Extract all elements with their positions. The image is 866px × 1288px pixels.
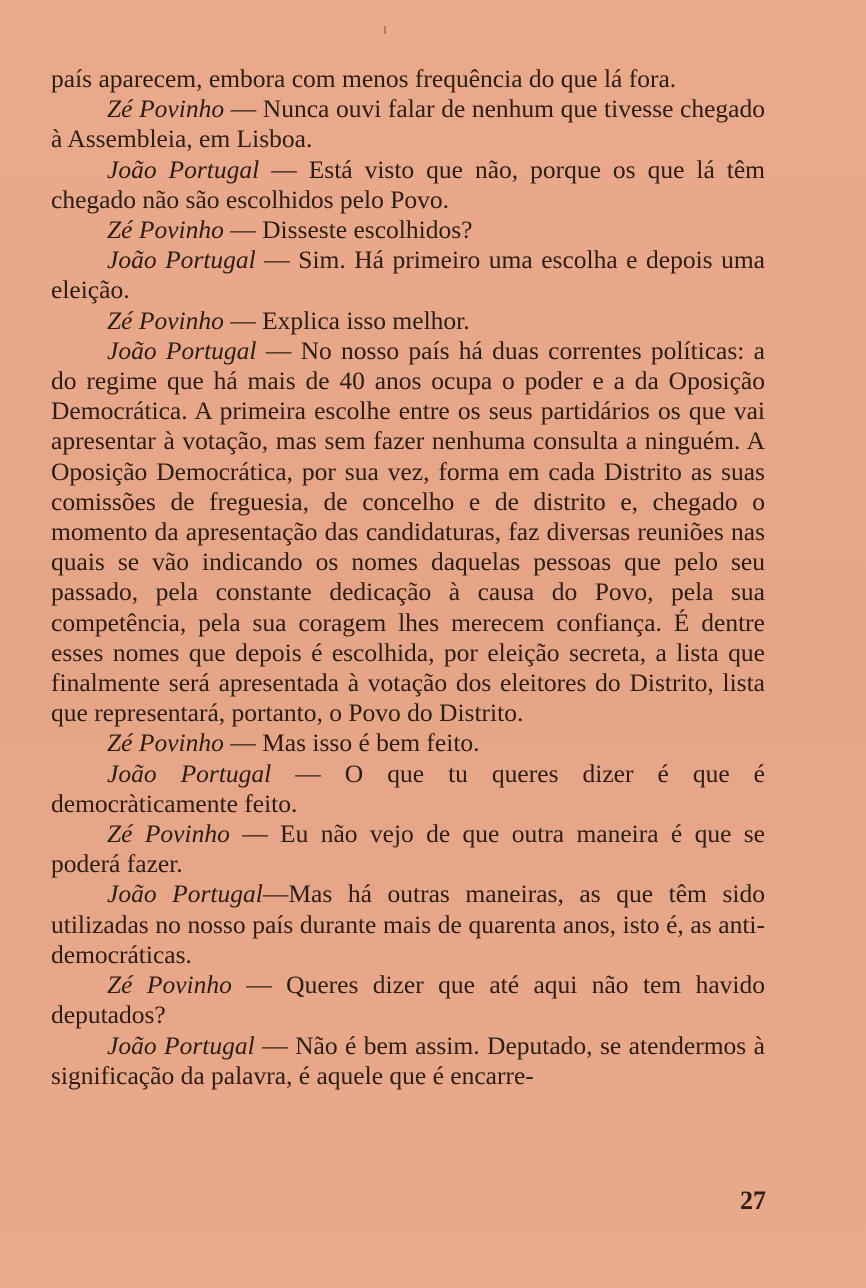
dialogue-text: — Disseste escolhidos?: [223, 215, 473, 245]
body-text: [51, 64, 765, 1091]
dialogue-line: [51, 336, 765, 729]
speaker-name: João Portugal: [107, 879, 263, 909]
speaker-name: João Portugal: [107, 154, 260, 184]
speaker-name: João Portugal: [107, 245, 256, 275]
dialogue-text: — Mas isso é bem feito.: [223, 728, 480, 758]
dialogue-line: [51, 94, 765, 154]
dialogue-text: —Mas há outras maneiras, as que têm sido utilizadas no nosso país durante mais de quarenta anos, isto é, as anti-democráticas.: [51, 879, 765, 969]
page-number: 27: [740, 1186, 766, 1215]
speaker-name: Zé Povinho: [107, 94, 225, 124]
dialogue-text: — Eu não vejo de que outra maneira é que se poderá fazer.: [51, 819, 766, 879]
dialogue-line: [51, 879, 765, 970]
dialogue-text: — O que tu queres dizer é que é democràticamente feito.: [51, 758, 765, 818]
dialogue-text: — Não é bem assim. Deputado, se atendermos à significação da palavra, é aquele que é encarre-: [51, 1030, 765, 1090]
dialogue-text: — Nunca ouvi falar de nenhum que tivesse chegado à Assembleia, em Lisboa.: [51, 94, 765, 154]
speaker-name: Zé Povinho: [107, 819, 230, 849]
dialogue-line: [51, 759, 765, 819]
paragraph: [51, 64, 765, 94]
dialogue-line: [51, 970, 765, 1030]
speaker-name: João Portugal: [107, 1030, 255, 1060]
dialogue-text: — Explica isso melhor.: [223, 305, 470, 335]
dialogue-line: [51, 155, 765, 215]
speaker-name: João Portugal: [107, 335, 257, 365]
speaker-name: Zé Povinho: [107, 215, 224, 245]
dialogue-text: — Está visto que não, porque os que lá têm chegado não são escolhidos pelo Povo.: [51, 154, 765, 214]
dialogue-text: — No nosso país há duas correntes políticas: a do regime que há mais de 40 anos ocupa o poder e a da Oposição Democrática. A primeira escolhe entre os seus partidários os que vai apresentar à votação, mas sem fazer nenhuma consulta a ninguém. A Oposição Democrática, por sua vez, forma em cada Distrito as suas comissões de freguesia, de concelho e de distrito e, chegado o momento da apresentação das candidaturas, faz diversas reuniões nas quais se vão indicando os nomes daquelas pessoas que pelo seu passado, pela constante dedicação à causa do Povo, pela sua competência, pela sua coragem lhes merecem confiança. É dentre esses nomes que depois é escolhida, por eleição secreta, a lista que finalmente será apresentada à votação dos eleitores do Distrito, lista que representará, portanto, o Povo do Distrito.: [51, 335, 765, 728]
speaker-name: Zé Povinho: [107, 728, 224, 758]
paragraph-text: país aparecem, embora com menos frequência do que lá fora.: [51, 64, 677, 93]
speaker-name: Zé Povinho: [107, 305, 224, 335]
dialogue-line: [51, 728, 765, 758]
dialogue-line: [51, 1031, 765, 1091]
dialogue-line: [51, 215, 765, 245]
dialogue-text: — Sim. Há primeiro uma escolha e depois uma eleição.: [51, 245, 765, 305]
dialogue-line: [51, 306, 765, 336]
print-mark: [384, 26, 386, 34]
dialogue-line: [51, 819, 765, 879]
speaker-name: Zé Povinho: [107, 970, 232, 1000]
dialogue-line: [51, 245, 765, 305]
speaker-name: João Portugal: [107, 758, 272, 788]
dialogue-text: — Queres dizer que até aqui não tem havido deputados?: [51, 970, 765, 1030]
